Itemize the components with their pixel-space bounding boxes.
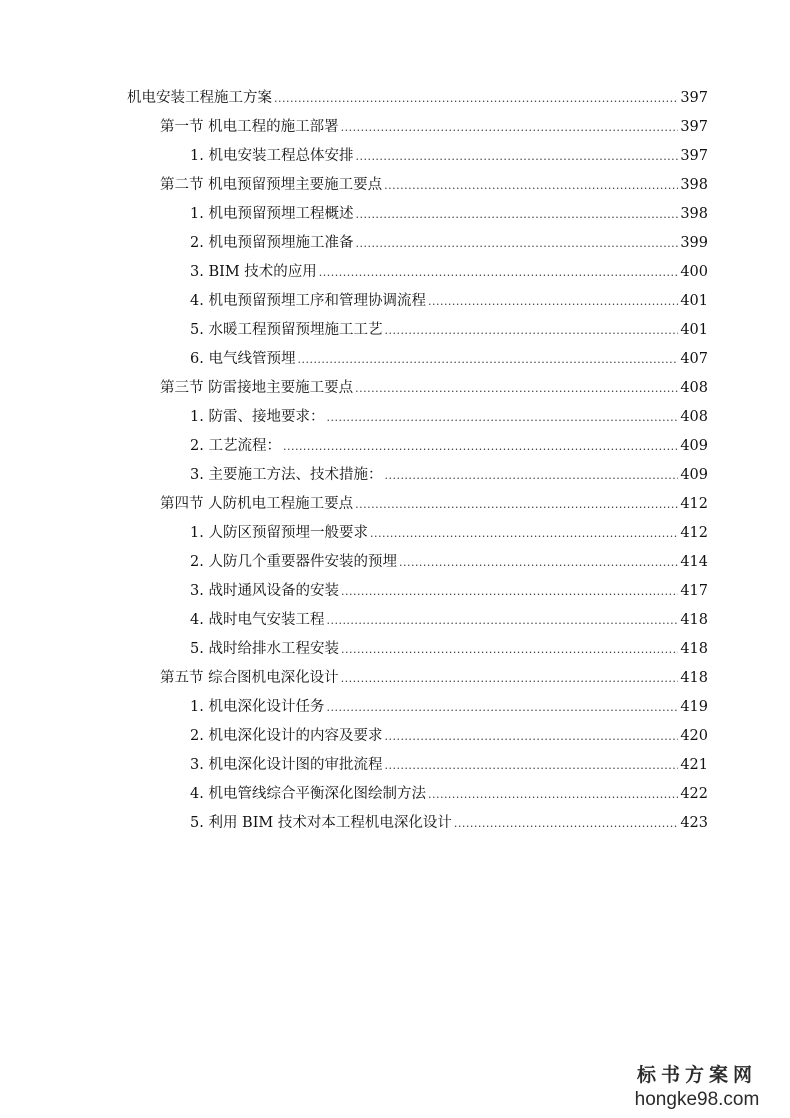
toc-item-entry[interactable] [190, 725, 708, 747]
toc-entry-page-number: 401 [680, 293, 708, 309]
toc-entry-page-number: 409 [680, 438, 708, 454]
dot-leader [274, 88, 678, 110]
toc-section-entry[interactable] [160, 116, 708, 138]
toc-entry-label: 2. 机电预留预埋施工准备 [190, 235, 354, 251]
toc-item-entry[interactable] [190, 232, 708, 254]
toc-item-entry[interactable] [190, 435, 708, 457]
toc-entry-label: 1. 机电深化设计任务 [190, 699, 325, 715]
dot-leader [341, 117, 679, 139]
toc-entry-label: 4. 战时电气安装工程 [190, 612, 325, 628]
toc-entry-page-number: 418 [680, 641, 708, 657]
toc-entry-page-number: 421 [680, 757, 708, 773]
dot-leader [319, 262, 679, 284]
toc-entry-label: 第二节 机电预留预埋主要施工要点 [160, 177, 383, 193]
toc-entry-page-number: 397 [680, 90, 708, 106]
toc-entry-page-number: 422 [680, 786, 708, 802]
toc-entry-page-number: 408 [680, 380, 708, 396]
toc-entry-page-number: 399 [680, 235, 708, 251]
toc-entry-label: 1. 人防区预留预埋一般要求 [190, 525, 368, 541]
toc-entry-page-number: 397 [680, 148, 708, 164]
toc-title-entry[interactable] [127, 87, 708, 109]
toc-entry-page-number: 419 [680, 699, 708, 715]
dot-leader [384, 726, 678, 748]
dot-leader [428, 784, 678, 806]
toc-entry-label: 6. 电气线管预埋 [190, 351, 296, 367]
dot-leader [355, 146, 678, 168]
dot-leader [454, 813, 678, 835]
toc-item-entry[interactable] [190, 783, 708, 805]
toc-item-entry[interactable] [190, 638, 708, 660]
toc-entry-label: 2. 工艺流程： [190, 438, 281, 454]
toc-entry-page-number: 420 [680, 728, 708, 744]
toc-entry-page-number: 418 [680, 670, 708, 686]
toc-section-entry[interactable] [160, 493, 708, 515]
toc-entry-label: 5. 利用 BIM 技术对本工程机电深化设计 [190, 815, 452, 831]
toc-entry-page-number: 407 [680, 351, 708, 367]
toc-entry-page-number: 423 [680, 815, 708, 831]
toc-entry-label: 2. 人防几个重要器件安装的预埋 [190, 554, 397, 570]
toc-entry-label: 1. 防雷、接地要求： [190, 409, 325, 425]
dot-leader [326, 610, 678, 632]
toc-entry-label: 3. 主要施工方法、技术措施： [190, 467, 383, 483]
dot-leader [355, 378, 678, 400]
dot-leader [370, 523, 678, 545]
toc-entry-label: 机电安装工程施工方案 [127, 90, 272, 106]
toc-entry-page-number: 414 [680, 554, 708, 570]
dot-leader [283, 436, 678, 458]
toc-entry-label: 1. 机电预留预埋工程概述 [190, 206, 354, 222]
dot-leader [384, 465, 678, 487]
toc-entry-page-number: 412 [680, 525, 708, 541]
toc-item-entry[interactable] [190, 812, 708, 834]
toc-entry-label: 第三节 防雷接地主要施工要点 [160, 380, 354, 396]
dot-leader [326, 407, 678, 429]
dot-leader [428, 291, 678, 313]
toc-entry-page-number: 398 [680, 206, 708, 222]
toc-item-entry[interactable] [190, 551, 708, 573]
toc-entry-label: 第五节 综合图机电深化设计 [160, 670, 339, 686]
toc-entry-page-number: 398 [680, 177, 708, 193]
toc-item-entry[interactable] [190, 406, 708, 428]
toc-entry-page-number: 401 [680, 322, 708, 338]
toc-item-entry[interactable] [190, 348, 708, 370]
toc-item-entry[interactable] [190, 696, 708, 718]
dot-leader [355, 233, 678, 255]
toc-item-entry[interactable] [190, 261, 708, 283]
site-watermark [622, 1062, 772, 1112]
toc-item-entry[interactable] [190, 754, 708, 776]
toc-section-entry[interactable] [160, 174, 708, 196]
dot-leader [341, 668, 679, 690]
toc-entry-label: 1. 机电安装工程总体安排 [190, 148, 354, 164]
toc-entry-page-number: 400 [680, 264, 708, 280]
toc-entry-label: 4. 机电管线综合平衡深化图绘制方法 [190, 786, 426, 802]
dot-leader [326, 697, 678, 719]
toc-entry-label: 第四节 人防机电工程施工要点 [160, 496, 354, 512]
toc-entry-label: 5. 战时给排水工程安装 [190, 641, 339, 657]
toc-entry-label: 4. 机电预留预埋工序和管理协调流程 [190, 293, 426, 309]
dot-leader [399, 552, 678, 574]
toc-entry-page-number: 408 [680, 409, 708, 425]
dot-leader [341, 639, 678, 661]
toc-item-entry[interactable] [190, 580, 708, 602]
toc-entry-page-number: 417 [680, 583, 708, 599]
toc-section-entry[interactable] [160, 667, 708, 689]
toc-entry-label: 第一节 机电工程的施工部署 [160, 119, 339, 135]
toc-entry-page-number: 397 [680, 119, 708, 135]
toc-item-entry[interactable] [190, 145, 708, 167]
toc-entry-label: 2. 机电深化设计的内容及要求 [190, 728, 383, 744]
toc-entry-label: 5. 水暖工程预留预埋施工工艺 [190, 322, 383, 338]
watermark-url: hongke98.com [634, 1089, 760, 1110]
toc-item-entry[interactable] [190, 464, 708, 486]
toc-entry-page-number: 409 [680, 467, 708, 483]
dot-leader [355, 494, 678, 516]
toc-item-entry[interactable] [190, 522, 708, 544]
toc-entry-label: 3. 战时通风设备的安装 [190, 583, 339, 599]
toc-item-entry[interactable] [190, 203, 708, 225]
dot-leader [384, 755, 678, 777]
toc-entry-page-number: 412 [680, 496, 708, 512]
dot-leader [341, 581, 678, 603]
toc-section-entry[interactable] [160, 377, 708, 399]
watermark-title: 标书方案网 [636, 1064, 757, 1086]
toc-item-entry[interactable] [190, 609, 708, 631]
toc-entry-label: 3. BIM 技术的应用 [190, 264, 317, 280]
dot-leader [297, 349, 678, 371]
dot-leader [355, 204, 678, 226]
toc-item-entry[interactable] [190, 290, 708, 312]
toc-entry-page-number: 418 [680, 612, 708, 628]
dot-leader [384, 175, 678, 197]
dot-leader [384, 320, 678, 342]
toc-entry-label: 3. 机电深化设计图的审批流程 [190, 757, 383, 773]
toc-item-entry[interactable] [190, 319, 708, 341]
